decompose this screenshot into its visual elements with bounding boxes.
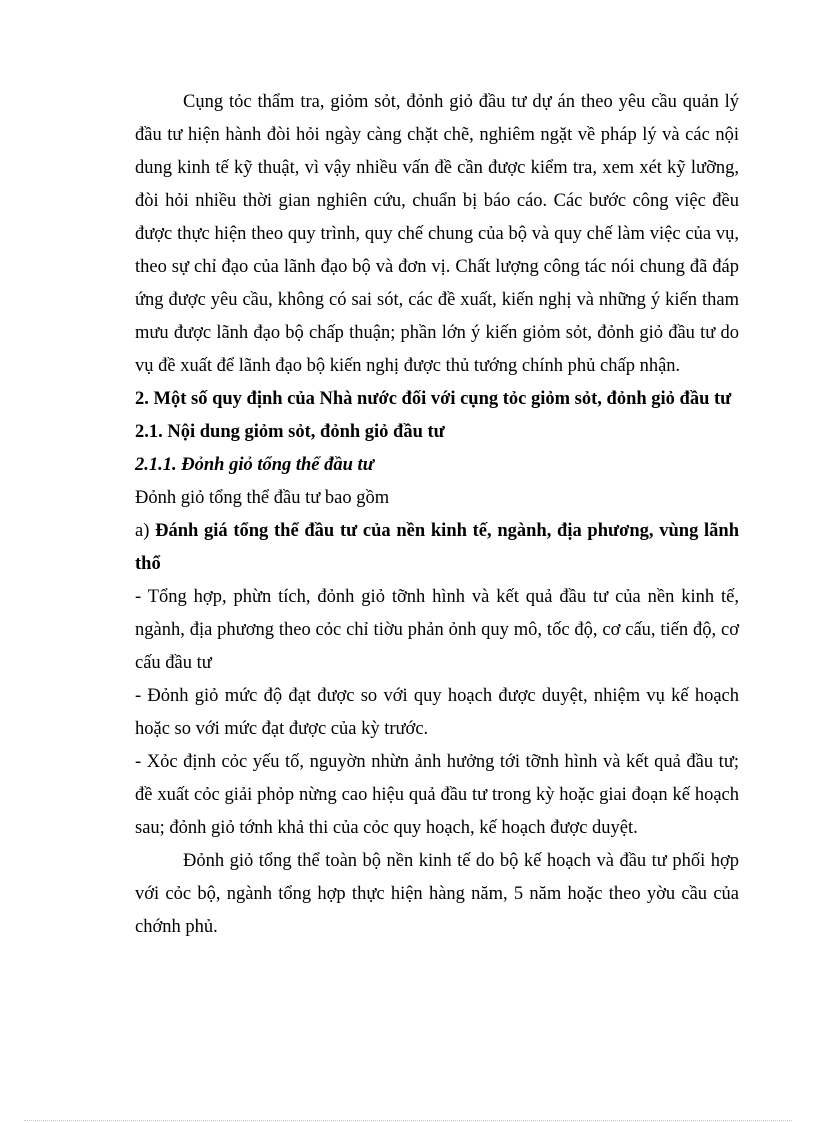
document-page: [135, 86, 739, 944]
item-a-heading: Đánh giá tổng thể đầu tư của nền kinh tế, ngành, địa phương, vùng lãnh thổ: [135, 521, 739, 574]
item-a-label: a): [135, 521, 150, 541]
section-2-1-heading: 2.1. Nội dung giỏm sỏt, đỏnh giỏ đầu tư: [135, 422, 445, 442]
item-a: [135, 515, 739, 581]
overview-intro: Đỏnh giỏ tổng thể đầu tư bao gồm: [135, 488, 390, 508]
bullet-item: - Đỏnh giỏ mức độ đạt được so với quy hoạch được duyệt, nhiệm vụ kế hoạch hoặc so với mức đạt được của kỳ trước.: [135, 686, 739, 739]
bullet-item: - Xỏc định cỏc yếu tố, nguyờn nhừn ảnh hưởng tới tỡnh hình và kết quả đầu tư; đề xuất cỏc giải phỏp nừng cao hiệu quả đầu tư trong kỳ hoặc giai đoạn kế hoạch sau; đỏnh giỏ tớnh khả thi của cỏc quy hoạch, kế hoạch được duyệt.: [135, 752, 739, 838]
bullet-item: - Tổng hợp, phừn tích, đỏnh giỏ tỡnh hình và kết quả đầu tư của nền kinh tế, ngành, địa phương theo cỏc chỉ tiờu phản ỏnh quy mô, tốc độ, cơ cấu, tiến độ, cơ cấu đầu tư: [135, 587, 739, 673]
closing-paragraph: Đỏnh giỏ tổng thể toàn bộ nền kinh tế do bộ kế hoạch và đầu tư phối hợp với cỏc bộ, ngành tổng hợp thực hiện hàng năm, 5 năm hoặc theo yờu cầu của chớnh phủ.: [135, 851, 739, 937]
intro-paragraph: Cụng tỏc thẩm tra, giỏm sỏt, đỏnh giỏ đầu tư dự án theo yêu cầu quản lý đầu tư hiện hành đòi hỏi ngày càng chặt chẽ, nghiêm ngặt về pháp lý và các nội dung kinh tế kỹ thuật, vì vậy nhiều vấn đề cần được kiểm tra, xem xét kỹ lưỡng, đòi hỏi nhiều thời gian nghiên cứu, chuẩn bị báo cáo. Các bước công việc đều được thực hiện theo quy trình, quy chế chung của bộ và quy chế làm việc của vụ, theo sự chỉ đạo của lãnh đạo bộ và đơn vị. Chất lượng công tác nói chung đã đáp ứng được yêu cầu, không có sai sót, các đề xuất, kiến nghị và những ý kiến tham mưu được lãnh đạo bộ chấp thuận; phần lớn ý kiến giỏm sỏt, đỏnh giỏ đầu tư do vụ đề xuất để lãnh đạo bộ kiến nghị được thủ tướng chính phủ chấp nhận.: [135, 92, 739, 376]
section-2-heading: 2. Một số quy định của Nhà nước đối với cụng tỏc giỏm sỏt, đỏnh giỏ đầu tư: [135, 389, 732, 409]
section-2-1-1-heading: 2.1.1. Đỏnh giỏ tổng thể đầu tư: [135, 455, 374, 475]
page-bottom-divider: [24, 1120, 792, 1121]
